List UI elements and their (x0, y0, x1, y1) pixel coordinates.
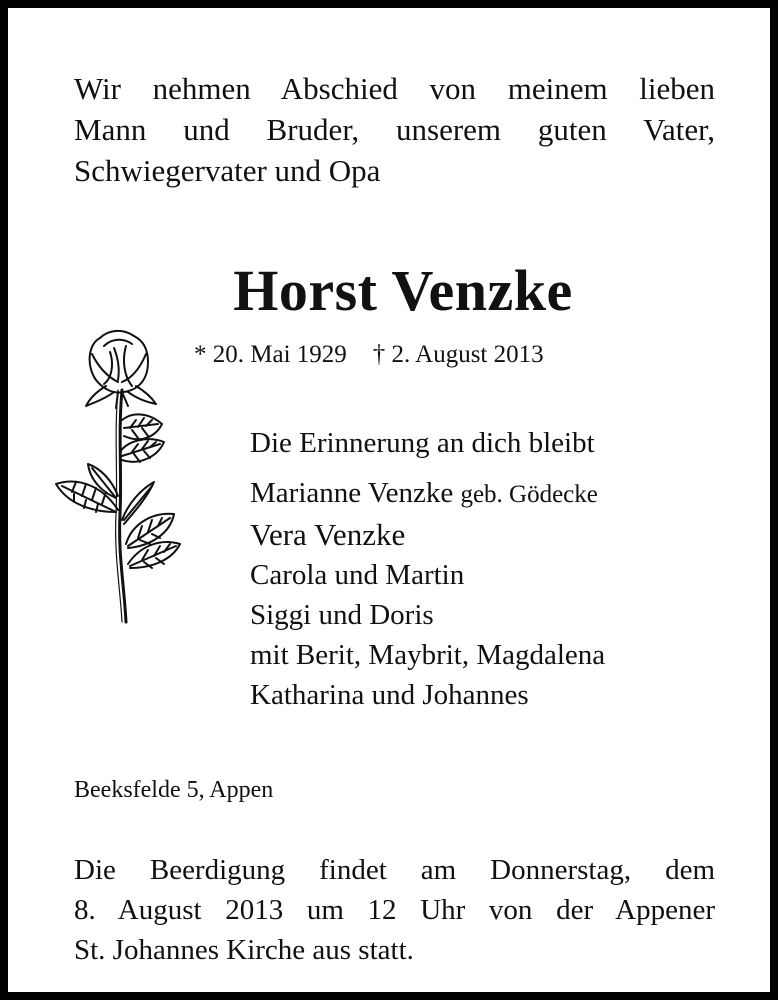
death-date: † 2. August 2013 (372, 341, 544, 368)
family-member (250, 473, 605, 515)
intro-line: Schwiegervater und Opa (74, 153, 381, 188)
rose-icon (52, 324, 184, 624)
intro-text (74, 68, 715, 191)
family-member: Katharina und Johannes (250, 679, 529, 711)
family-member: mit Berit, Maybrit, Magdalena (250, 639, 606, 671)
funeral-line: 8. August 2013 um 12 Uhr von der Appener (74, 894, 715, 926)
memory-line: Die Erinnerung an dich bleibt (250, 427, 595, 459)
funeral-line: St. Johannes Kirche aus statt. (74, 934, 414, 966)
address: Beeksfelde 5, Appen (74, 777, 274, 803)
birth-date: * 20. Mai 1929 (194, 341, 347, 368)
funeral-line: Die Beerdigung findet am Donnerstag, dem (74, 854, 715, 886)
intro-line: Mann und Bruder, unserem guten Vater, (74, 112, 715, 147)
family-signatures (250, 423, 605, 715)
widow-maiden-name: geb. Gödecke (460, 481, 598, 508)
intro-line: Wir nehmen Abschied von meinem lieben (74, 71, 715, 106)
funeral-notice (74, 850, 715, 970)
life-dates (194, 338, 544, 372)
deceased-name: Horst Venzke (233, 258, 573, 323)
family-member: Siggi und Doris (250, 599, 434, 631)
family-member: Vera Venzke (250, 517, 406, 552)
family-member: Carola und Martin (250, 559, 465, 591)
widow-name: Marianne Venzke (250, 477, 454, 509)
